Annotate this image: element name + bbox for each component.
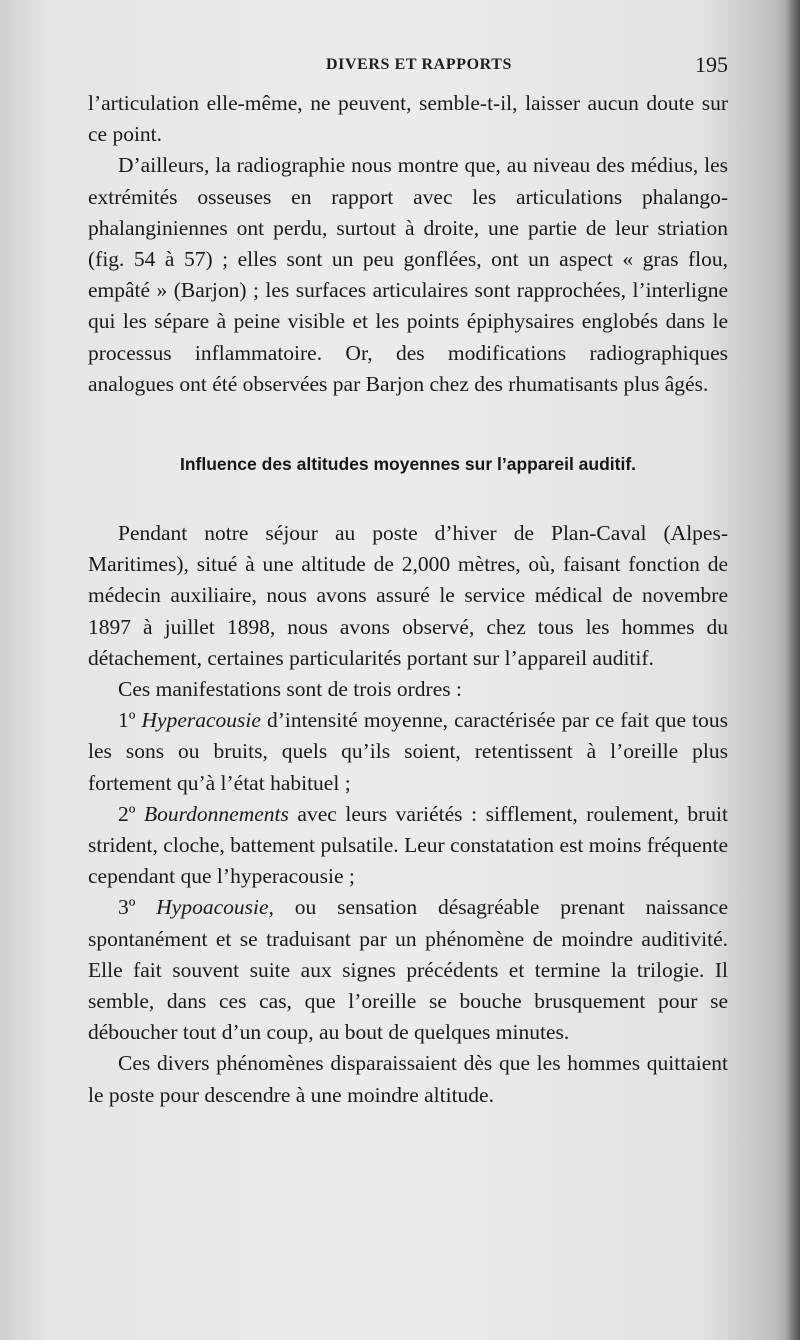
paragraph-plan-caval: Pendant notre séjour au poste d’hiver de Plan-Caval (Alpes-Maritimes), situé à une altitude de 2,000 mètres, où, faisant fonction de médecin auxiliaire, nous avons assuré le service médical de novembre 1897 à juillet 1898, nous avons observé, chez tous les hommes du détachement, certaines particularités portant sur l’appareil auditif.: [88, 521, 728, 670]
page-header: [110, 52, 728, 80]
paragraph-conclusion: Ces divers phénomènes disparaissaient dès que les hommes quittaient le poste pour descendre à une moindre altitude.: [88, 1051, 728, 1107]
term-bourdonnements: Bourdonnements: [143, 801, 289, 826]
list-item-bourdonnements: [88, 799, 728, 893]
list-number: 1º: [118, 708, 136, 733]
paragraph-three-orders: Ces manifestations sont de trois ordres :: [118, 677, 462, 702]
list-number: 3º: [118, 895, 136, 920]
paragraph-continuation: l’articulation elle-même, ne peuvent, semble-t-il, laisser aucun doute sur ce point.: [88, 91, 728, 147]
term-hyperacousie: Hyperacousie: [141, 708, 261, 733]
section-heading: Influence des altitudes moyennes sur l’appareil auditif.: [179, 454, 637, 475]
running-head: DIVERS ET RAPPORTS: [326, 56, 512, 73]
list-item-text: d’intensité moyenne, caractérisée par ce fait que tous les sons ou bruits, quels qu’ils soient, retentissent à l’oreille plus fortement qu’à l’état habituel ;: [88, 708, 729, 795]
paragraph-radiographie: D’ailleurs, la radiographie nous montre que, au niveau des médius, les extrémités osseuses en rapport avec les articulations phalango-phalanginiennes ont perdu, surtout à droite, une partie de leur striation (fig. 54 à 57) ; elles sont un peu gonflées, ont un aspect « gras flou, empâté » (Barjon) ; les surfaces articulaires sont rapprochées, l’interligne qui les sépare à peine visible et les points épiphysaires englobés dans le processus inflammatoire. Or, des modifications radiographiques analogues ont été observées par Barjon chez des rhumatisants plus âgés.: [88, 153, 728, 396]
list-item-text: avec leurs variétés : sifflement, roulement, bruit strident, cloche, battement pulsatile. Leur constatation est moins fréquente cependant que l’hyperacousie ;: [88, 801, 728, 889]
list-item-hypoacousie: [88, 892, 728, 1048]
body-text: [88, 88, 728, 1111]
list-item-text: ou sensation désagréable prenant naissance spontanément et se traduisant par un phénomène de moindre auditivité. Elle fait souvent suite aux signes précédents et termine la trilogie. Il semble, dans ces cas, que l’oreille se bouche brusquement pour se déboucher tout d’un coup, au bout de quelques minutes.: [88, 895, 729, 1045]
list-number: 2º: [118, 801, 136, 826]
page-number: 195: [695, 52, 728, 77]
list-item-hyperacousie: [88, 705, 728, 799]
term-hypoacousie: Hypoacousie,: [156, 895, 274, 920]
